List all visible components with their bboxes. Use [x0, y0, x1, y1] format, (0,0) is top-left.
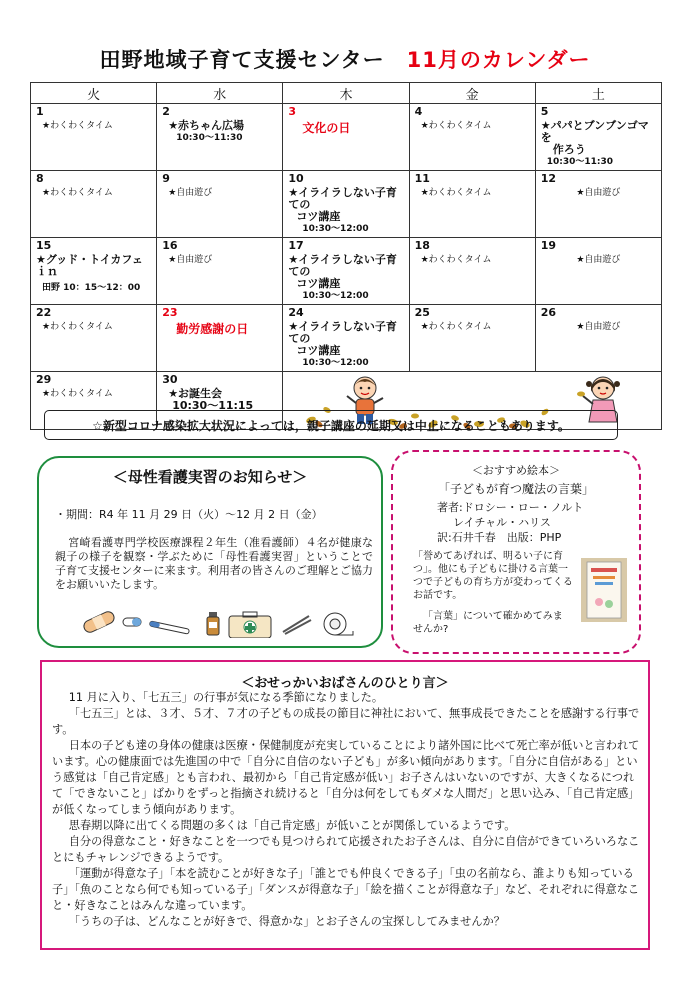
day-number: 12 [540, 172, 557, 185]
day-number: 17 [288, 239, 304, 252]
medical-items-illustration [79, 608, 359, 638]
column-heading: ＜おせっかいおばさんのひとり言＞ [241, 676, 449, 691]
page-title [0, 44, 690, 74]
weekday-fri: 金 [409, 83, 535, 104]
day-event: ★わくわくタイム [42, 389, 113, 399]
calendar-day [535, 305, 661, 372]
event-time: 10:30～11:15 [172, 399, 254, 412]
calendar-day [31, 171, 157, 238]
day-number: 18 [414, 239, 430, 252]
event-time: 田野 10：15～12：00 [42, 283, 141, 293]
calendar-day [157, 104, 283, 171]
weekday-wed: 水 [157, 83, 283, 104]
day-event: 作ろう [552, 143, 586, 156]
day-event: ★わくわくタイム [420, 255, 492, 265]
calendar-day [283, 171, 409, 238]
day-number: 29 [36, 373, 52, 386]
book-translator-publisher: 訳:石井千春 出版：PHP [437, 531, 562, 544]
column-paragraph: 「運動が得意な子」「本を読むことが好きな子」「誰とでも仲良くできる子」「虫の名前なら、誰よりも知っている子」「魚のことなら何でも知っている子」「ダンスが得意な子」「絵を描くことが得意な子」など、それぞれに得意なこと・好きなことはみんな違っています。 [52, 867, 640, 912]
day-number: 8 [36, 172, 44, 185]
calendar-day [409, 104, 535, 171]
calendar-day [157, 305, 283, 372]
calendar-day [157, 171, 283, 238]
day-number: 15 [36, 239, 52, 252]
calendar-day [409, 238, 535, 305]
day-number: 4 [414, 105, 423, 118]
event-time: 10:30～11:30 [176, 133, 243, 143]
calendar-day [409, 305, 535, 372]
book-question: 「言葉」について確かめてみませんか? [413, 611, 563, 635]
nursing-practice-box [37, 456, 383, 648]
month-calendar-title: 11月のカレンダー [406, 48, 591, 72]
covid-notice: ☆新型コロナ感染拡大状況によっては，親子講座の延期又は中止になることもあります。 [44, 410, 618, 440]
calendar-day [31, 305, 157, 372]
day-number: 1 [36, 105, 44, 118]
day-event: ★グッド・トイカフェｉｎ [36, 253, 143, 278]
column-paragraph: 思春期以降に出てくる問題の多くは「自己肯定感」が低いことが関係しているようです。 [68, 819, 516, 832]
day-event: ★お誕生会 [168, 387, 223, 400]
day-number: 19 [540, 239, 557, 252]
day-number: 9 [162, 172, 170, 185]
calendar-day [535, 238, 661, 305]
column-paragraph: 「七五三」とは、３才、５才、７才の子どもの成長の節目に神社において、無事成長できたことを感謝する行事です。 [52, 707, 640, 736]
calendar-day [31, 238, 157, 305]
weekday-tue: 火 [31, 83, 157, 104]
column-paragraph: 「うちの子は、どんなことが好きで、得意かな」とお子さんの宝探ししてみませんか？ [68, 915, 505, 928]
day-number: 23 [162, 306, 178, 319]
holiday-label: 文化の日 [302, 121, 351, 135]
day-event: ★わくわくタイム [420, 322, 492, 332]
calendar-day [409, 171, 535, 238]
day-event: ★パパとブンブンゴマを [540, 119, 649, 144]
calendar-day [283, 305, 409, 372]
day-number: 30 [162, 373, 178, 386]
book-credits [437, 500, 583, 545]
book-heading: ＜おすすめ絵本＞ [471, 464, 561, 477]
column-paragraph: 日本の子ども達の身体の健康は医療・保健制度が充実していることにより諸外国に比べて死亡率が低いと言われています。心の健康面では先進国の中で「自分に自信のない子ども」が多い傾向があります。「自分に自信がある」という感覚は「自己肯定感」とも言われ、最初から「自己肯定感が低い」お子さんはいないのですが、大きくなるにつれて「できないこと」ばかりをずっと指摘され続けると「自分は何をしてもダメな人間だ」と思い込み、「自己肯定感」が低くなってしまう傾向があります。 [52, 739, 640, 816]
day-event: ★自由遊び [576, 255, 621, 265]
day-number: 16 [162, 239, 178, 252]
day-event: ★赤ちゃん広場 [168, 119, 245, 132]
book-coauthor: レイチャル・ハリス [453, 516, 551, 529]
event-time: 10:30～12:00 [302, 291, 369, 301]
day-event: ★イライラしない子育ての [288, 320, 397, 345]
column-paragraph: 11 月に入り、「七五三」の行事が気になる季節になりました。 [68, 691, 384, 704]
holiday-label: 勤労感謝の日 [176, 322, 249, 336]
recommended-book-box [391, 450, 641, 654]
book-author: 著者:ドロシー・ロー・ノルト [437, 501, 584, 514]
day-number: 3 [288, 105, 297, 118]
day-number: 10 [288, 172, 304, 185]
column-paragraph: 自分の得意なこと・好きなことを一つでも見つけられて応援されたお子さんは、自分に自信ができていろいろなことにもチャレンジできるようです。 [52, 835, 640, 864]
day-event: ★イライラしない子育ての [288, 253, 397, 278]
nursing-heading: ＜母性看護実習のお知らせ＞ [112, 468, 308, 486]
day-event: ★自由遊び [576, 188, 621, 198]
day-event: コツ講座 [296, 344, 341, 357]
calendar-table [30, 82, 662, 430]
day-number: 26 [540, 306, 557, 319]
weekday-thu: 木 [283, 83, 409, 104]
weekday-sat: 土 [535, 83, 661, 104]
calendar-day [283, 238, 409, 305]
day-number: 24 [288, 306, 304, 319]
book-cover-image [581, 558, 627, 622]
day-number: 25 [414, 306, 430, 319]
event-time: 10:30～12:00 [302, 224, 369, 234]
column-body [52, 690, 642, 930]
book-description: 「誉めてあげれば、明るい子に育つ」。他にも子どもに掛ける言葉一つで子どもの育ち方が変わってくるお話です。 [413, 551, 573, 601]
calendar-day [157, 238, 283, 305]
day-number: 5 [540, 105, 549, 118]
day-event: ★わくわくタイム [42, 188, 113, 198]
day-number: 11 [414, 172, 430, 185]
day-event: ★わくわくタイム [42, 121, 113, 131]
day-event: コツ講座 [296, 210, 341, 223]
calendar-day [283, 104, 409, 171]
center-name: 田野地域子育て支援センター [99, 48, 385, 72]
day-event: ★自由遊び [576, 322, 621, 332]
day-number: 2 [162, 105, 170, 118]
day-number: 22 [36, 306, 52, 319]
day-event: ★わくわくタイム [420, 121, 492, 131]
book-title: 「子どもが育つ魔法の言葉」 [437, 482, 594, 496]
column-box [40, 660, 650, 950]
day-event: ★わくわくタイム [420, 188, 492, 198]
event-time: 10:30～12:00 [302, 358, 369, 368]
calendar-day [535, 171, 661, 238]
calendar-day [31, 104, 157, 171]
day-event: コツ講座 [296, 277, 341, 290]
nursing-period: ・期間：R4 年 11 月 29 日（火）～12 月 2 日（金） [55, 508, 323, 521]
event-time: 10:30～11:30 [546, 157, 614, 167]
day-event: ★イライラしない子育ての [288, 186, 397, 211]
calendar-day [535, 104, 661, 171]
day-event: ★自由遊び [168, 255, 213, 265]
nursing-body: 宮崎看護専門学校医療課程２年生（准看護師）４名が健康な親子の様子を観察・学ぶために「母性看護実習」ということで子育て支援センターに来ます。利用者の皆さんのご理解とご協力をお願いいたします。 [55, 536, 373, 591]
day-event: ★わくわくタイム [42, 322, 113, 332]
day-event: ★自由遊び [168, 188, 213, 198]
